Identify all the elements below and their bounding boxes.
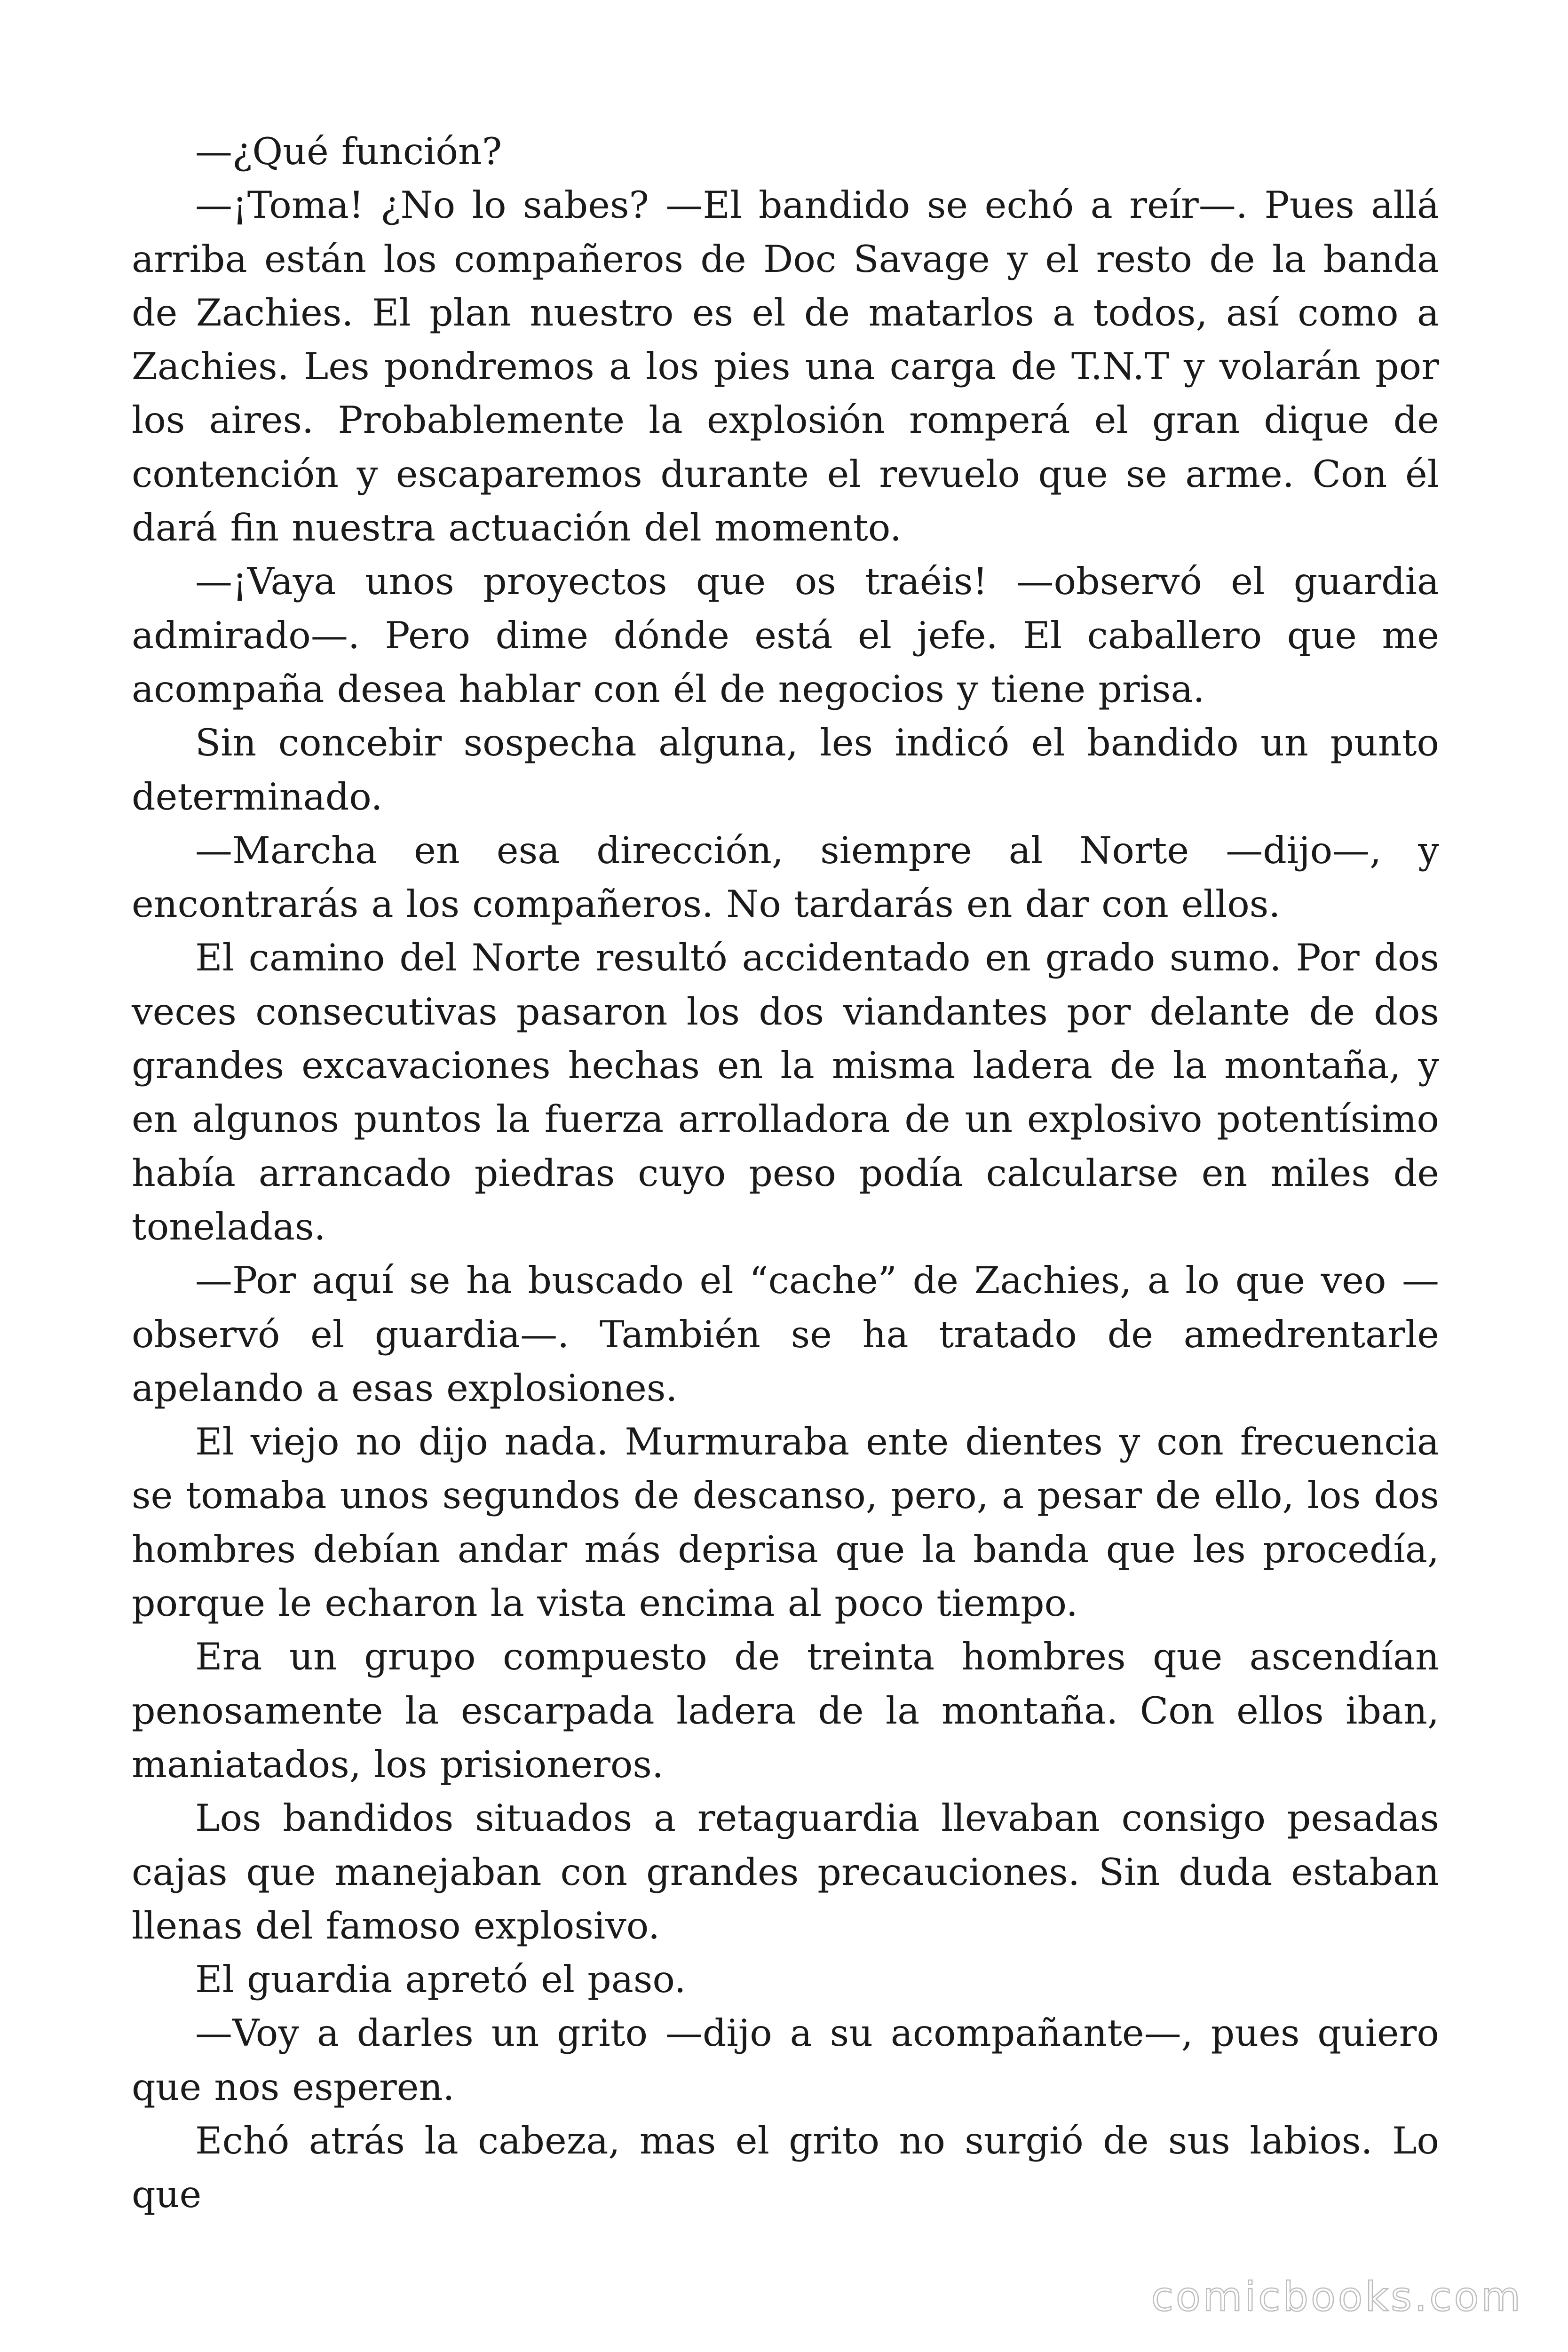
paragraph: —Voy a darles un grito —dijo a su acompañante—, pues quiero que nos esperen. bbox=[132, 2011, 1439, 2109]
paragraph: El guardia apretó el paso. bbox=[195, 1958, 686, 2002]
paragraph: —Marcha en esa dirección, siempre al Norte —dijo—, y encontrarás a los compañeros. No tardarás en dar con ellos. bbox=[132, 828, 1439, 926]
paragraph: Los bandidos situados a retaguardia llevaban consigo pesadas cajas que manejaban con grandes precauciones. Sin duda estaban llenas del famoso explosivo. bbox=[132, 1796, 1439, 1947]
paragraph: Echó atrás la cabeza, mas el grito no surgió de sus labios. Lo que bbox=[132, 2119, 1439, 2217]
watermark: comicbooks.com bbox=[1151, 2273, 1523, 2320]
paragraph: —¿Qué función? bbox=[195, 130, 502, 173]
paragraph: Era un grupo compuesto de treinta hombres que ascendían penosamente la escarpada ladera de la montaña. Con ellos iban, maniatados, los prisioneros. bbox=[132, 1635, 1439, 1786]
paragraph: —Por aquí se ha buscado el “cache” de Zachies, a lo que veo —observó el guardia—. También se ha tratado de amedrentarle apelando a esas explosiones. bbox=[132, 1259, 1439, 1410]
body-text bbox=[132, 125, 1439, 2222]
paragraph: —¡Vaya unos proyectos que os traéis! —observó el guardia admirado—. Pero dime dónde está el jefe. El caballero que me acompaña desea hablar con él de negocios y tiene prisa. bbox=[132, 560, 1439, 711]
paragraph: El camino del Norte resultó accidentado en grado sumo. Por dos veces consecutivas pasaron los dos viandantes por delante de dos grandes excavaciones hechas en la misma ladera de la montaña, y en algunos puntos la fuerza arrolladora de un explosivo potentísimo había arrancado piedras cuyo peso podía calcularse en miles de toneladas. bbox=[132, 936, 1439, 1248]
paragraph: El viejo no dijo nada. Murmuraba ente dientes y con frecuencia se tomaba unos segundos de descanso, pero, a pesar de ello, los dos hombres debían andar más deprisa que la banda que les procedía, porque le echaron la vista encima al poco tiempo. bbox=[132, 1420, 1439, 1625]
paragraph: —¡Toma! ¿No lo sabes? —El bandido se echó a reír—. Pues allá arriba están los compañeros de Doc Savage y el resto de la banda de Zachies. El plan nuestro es el de matarlos a todos, así como a Zachies. Les pondremos a los pies una carga de T.N.T y volarán por los aires. Probablemente la explosión romperá el gran dique de contención y escaparemos durante el revuelo que se arme. Con él dará fin nuestra actuación del momento. bbox=[132, 183, 1439, 550]
paragraph: Sin concebir sospecha alguna, les indicó el bandido un punto determinado. bbox=[132, 721, 1439, 818]
